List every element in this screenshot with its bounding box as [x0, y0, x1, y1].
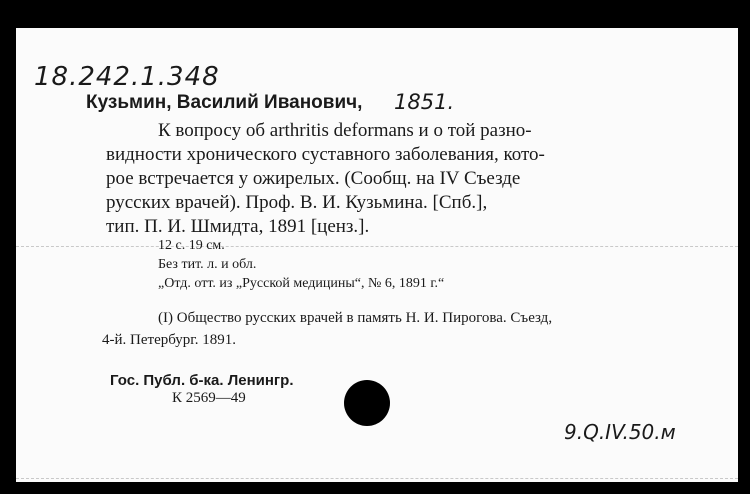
shelfmark-handwritten: 18.242.1.348: [34, 62, 220, 92]
title-line-1: К вопросу об arthritis deformans и о той разно-: [158, 120, 532, 141]
author-heading: Кузьмин, Василий Иванович,: [86, 92, 363, 113]
tracing-line-1: (I) Общество русских врачей в память Н. И. Пирогова. Съезд,: [158, 310, 553, 326]
inventory-number-handwritten: 9.Q.IV.50.м: [564, 420, 676, 444]
ruled-line: [16, 246, 738, 247]
title-line-2: видности хронического суставного заболевания, кото-: [106, 144, 545, 165]
punch-hole: [344, 380, 390, 426]
title-line-4: русских врачей). Проф. В. И. Кузьмина. [Спб.],: [106, 192, 488, 213]
physical-description: 12 с. 19 см.: [158, 238, 225, 253]
note-line-1: Без тит. л. и обл.: [158, 257, 257, 272]
catalog-card: [16, 28, 738, 482]
tracing-line-2: 4-й. Петербург. 1891.: [102, 332, 236, 348]
title-line-5: тип. П. И. Шмидта, 1891 [ценз.].: [106, 216, 370, 237]
note-line-2: „Отд. отт. из „Русской медицины“, № 6, 1891 г.“: [158, 276, 445, 291]
author-year-handwritten: 1851.: [394, 90, 455, 114]
library-code: К 2569—49: [172, 390, 246, 406]
ruled-line: [16, 478, 738, 479]
title-line-3: рое встречается у ожирелых. (Сообщ. на IV Съезде: [106, 168, 521, 189]
library-name: Гос. Публ. б-ка. Ленингр.: [110, 372, 294, 389]
